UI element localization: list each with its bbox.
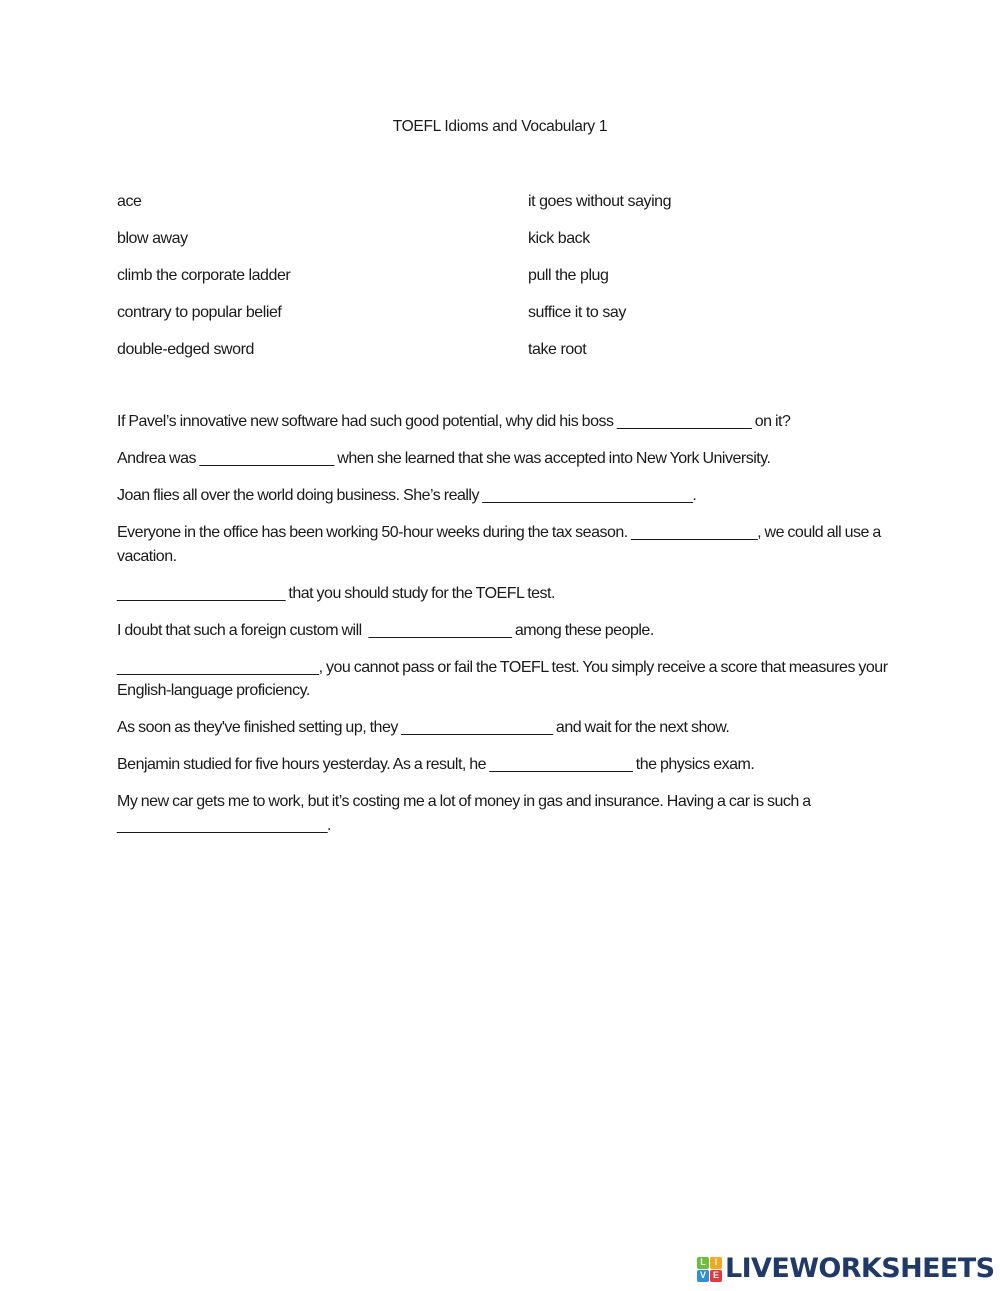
sentence-text-after: on it? (751, 413, 791, 430)
logo-tile-v: V (697, 1270, 709, 1282)
exercise-sentence-9 (117, 753, 892, 777)
sentence-text-after: , we could all use a vacation. (117, 524, 885, 565)
sentence-text-after: the physics exam. (632, 756, 755, 773)
sentence-text-after: , you cannot pass or fail the TOEFL test. You simply receive a score that measures your English-language proficiency. (117, 658, 891, 699)
exercise-sentence-4 (117, 521, 892, 568)
answer-blank[interactable]: ________________ (199, 450, 334, 467)
answer-blank[interactable]: __________________ (401, 719, 553, 736)
word-bank-item: double-edged sword (117, 341, 254, 358)
logo-tiles-icon (697, 1257, 722, 1282)
answer-blank[interactable]: _______________ (631, 524, 758, 541)
logo-wordmark: LIVEWORKSHEETS (725, 1253, 995, 1284)
sentence-text-after: when she learned that she was accepted into New York University. (333, 450, 771, 467)
logo-tile-i: I (710, 1257, 722, 1269)
sentence-text-after: and wait for the next show. (552, 719, 730, 736)
exercise-sentence-6 (117, 619, 892, 643)
sentence-text-before: If Pavel’s innovative new software had such good potential, why did his boss (117, 413, 617, 430)
sentence-text-before: My new car gets me to work, but it’s costing me a lot of money in gas and insurance. Having a car is such a (117, 793, 815, 810)
sentence-text-after: that you should study for the TOEFL test. (284, 584, 555, 602)
exercise-sentence-8 (117, 716, 892, 740)
liveworksheets-logo (697, 1255, 994, 1283)
logo-tile-l: L (697, 1257, 709, 1269)
word-bank-item: kick back (528, 230, 590, 247)
answer-blank[interactable]: _________________________ (117, 816, 327, 834)
word-bank-item: contrary to popular belief (117, 304, 282, 321)
sentence-text-before: Everyone in the office has been working 50-hour weeks during the tax season. (117, 524, 632, 541)
sentence-text-before: As soon as they've finished setting up, they (117, 719, 402, 736)
word-bank-item: blow away (117, 230, 188, 247)
answer-blank[interactable]: ________________________ (117, 658, 319, 676)
answer-blank[interactable]: _________________ (489, 756, 633, 773)
sentence-text-before: Benjamin studied for five hours yesterday. As a result, he (117, 756, 490, 773)
exercise-sentence-10 (117, 790, 892, 837)
exercise-sentences (117, 410, 892, 851)
word-bank-item: suffice it to say (528, 304, 626, 321)
sentence-text-before: Andrea was (117, 450, 200, 467)
word-bank-item: ace (117, 193, 142, 210)
word-bank-item: take root (528, 341, 587, 358)
answer-blank[interactable]: _________________________ (482, 487, 693, 504)
sentence-text-before: I doubt that such a foreign custom will (117, 621, 369, 639)
answer-blank[interactable]: _________________ (368, 621, 512, 639)
logo-tile-e: E (710, 1270, 722, 1282)
word-bank-right-column (528, 191, 671, 376)
exercise-sentence-1 (117, 410, 892, 434)
word-bank-item: pull the plug (528, 267, 609, 284)
sentence-text-after: . (326, 816, 331, 834)
exercise-sentence-7 (117, 656, 892, 703)
exercise-sentence-2 (117, 447, 892, 471)
word-bank-item: it goes without saying (528, 193, 672, 210)
exercise-sentence-3 (117, 484, 892, 508)
sentence-text-after: . (692, 487, 697, 504)
answer-blank[interactable]: ____________________ (117, 584, 285, 602)
word-bank-left-column (117, 191, 290, 376)
answer-blank[interactable]: ________________ (616, 413, 752, 430)
exercise-sentence-5 (117, 582, 892, 606)
sentence-text-before: Joan flies all over the world doing business. She’s really (117, 487, 483, 504)
word-bank-item: climb the corporate ladder (117, 267, 291, 284)
sentence-text-after: among these people. (511, 621, 654, 639)
worksheet-title: TOEFL Idioms and Vocabulary 1 (392, 118, 608, 135)
